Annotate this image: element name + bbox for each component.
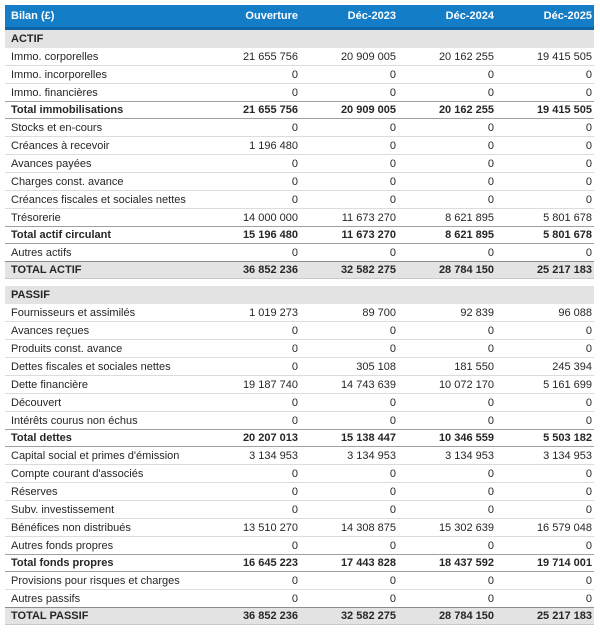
- row-value: 0: [487, 86, 494, 99]
- row-label: Charges const. avance: [11, 175, 124, 188]
- row-label: Subv. investissement: [11, 503, 115, 516]
- header-column-ouverture: Ouverture: [245, 10, 298, 22]
- row-value: 0: [291, 193, 298, 206]
- row-value: 0: [389, 139, 396, 152]
- row-value: 0: [585, 86, 592, 99]
- table-row: [5, 590, 594, 608]
- row-value: 19 714 001: [536, 557, 592, 569]
- row-label: ACTIF: [11, 33, 44, 45]
- row-value: 5 801 678: [543, 211, 592, 224]
- row-value: 19 187 740: [242, 378, 298, 391]
- row-value: 0: [389, 539, 396, 552]
- row-value: 0: [585, 68, 592, 81]
- row-value: 15 138 447: [340, 432, 396, 444]
- row-value: 10 346 559: [438, 432, 494, 444]
- row-value: 0: [389, 121, 396, 134]
- table-row: [5, 66, 594, 84]
- row-value: 0: [585, 414, 592, 427]
- row-value: 19 415 505: [536, 50, 592, 63]
- row-value: 0: [487, 246, 494, 259]
- row-value: 89 700: [362, 306, 396, 319]
- row-value: 32 582 275: [340, 610, 396, 622]
- row-label: Fournisseurs et assimilés: [11, 306, 136, 319]
- table-row: [5, 209, 594, 227]
- row-value: 0: [487, 324, 494, 337]
- row-label: Produits const. avance: [11, 342, 123, 355]
- row-value: 0: [389, 592, 396, 605]
- row-value: 18 437 592: [438, 557, 494, 569]
- row-value: 0: [389, 175, 396, 188]
- row-label: Dettes fiscales et sociales nettes: [11, 360, 171, 373]
- row-value: 0: [291, 175, 298, 188]
- row-value: 0: [585, 467, 592, 480]
- table-row: [5, 137, 594, 155]
- row-value: 16 645 223: [242, 557, 298, 569]
- row-label: Total fonds propres: [11, 557, 114, 569]
- row-value: 0: [291, 396, 298, 409]
- row-value: 14 308 875: [340, 521, 396, 534]
- table-row: [5, 244, 594, 262]
- table-row: [5, 48, 594, 66]
- row-value: 0: [291, 592, 298, 605]
- row-value: 10 072 170: [438, 378, 494, 391]
- row-value: 25 217 183: [536, 264, 592, 276]
- row-value: 0: [389, 193, 396, 206]
- row-value: 3 134 953: [347, 449, 396, 462]
- row-value: 0: [389, 574, 396, 587]
- table-row: [5, 607, 594, 625]
- row-value: 0: [487, 342, 494, 355]
- row-value: 0: [487, 414, 494, 427]
- row-value: 20 909 005: [340, 50, 396, 63]
- row-value: 17 443 828: [340, 557, 396, 569]
- row-label: TOTAL ACTIF: [11, 264, 82, 276]
- row-value: 3 134 953: [249, 449, 298, 462]
- row-label: Autres actifs: [11, 246, 72, 259]
- row-value: 0: [487, 139, 494, 152]
- header-title: Bilan (£): [11, 10, 55, 22]
- row-value: 14 743 639: [340, 378, 396, 391]
- row-label: Autres passifs: [11, 592, 81, 605]
- row-value: 0: [585, 157, 592, 170]
- row-value: 0: [389, 485, 396, 498]
- table-row: [5, 84, 594, 102]
- table-row: [5, 322, 594, 340]
- row-value: 0: [291, 360, 298, 373]
- row-value: 14 000 000: [242, 211, 298, 224]
- table-row: [5, 501, 594, 519]
- row-label: Réserves: [11, 485, 58, 498]
- row-value: 8 621 895: [445, 211, 494, 224]
- table-row: [5, 483, 594, 501]
- row-value: 0: [585, 342, 592, 355]
- row-value: 0: [585, 246, 592, 259]
- table-header-row: [5, 5, 594, 30]
- balance-sheet-table: [5, 5, 594, 625]
- row-value: 0: [487, 503, 494, 516]
- table-row: [5, 572, 594, 590]
- row-value: 0: [487, 574, 494, 587]
- row-value: 0: [291, 574, 298, 587]
- row-label: Intérêts courus non échus: [11, 414, 138, 427]
- row-value: 25 217 183: [536, 610, 592, 622]
- row-label: Dette financière: [11, 378, 89, 391]
- row-label: Créances fiscales et sociales nettes: [11, 193, 186, 206]
- row-label: Stocks et en-cours: [11, 121, 103, 134]
- table-row: [5, 119, 594, 137]
- row-value: 0: [291, 68, 298, 81]
- row-value: 36 852 236: [242, 610, 298, 622]
- row-value: 0: [585, 592, 592, 605]
- row-value: 20 162 255: [438, 50, 494, 63]
- row-label: Bénéfices non distribués: [11, 521, 131, 534]
- row-value: 0: [487, 467, 494, 480]
- table-row: [5, 286, 594, 304]
- row-value: 0: [291, 157, 298, 170]
- table-row: [5, 554, 594, 572]
- table-row: [5, 519, 594, 537]
- row-value: 0: [487, 396, 494, 409]
- row-value: 0: [487, 157, 494, 170]
- row-value: 1 196 480: [249, 139, 298, 152]
- row-value: 20 909 005: [340, 104, 396, 116]
- row-value: 15 196 480: [242, 229, 298, 241]
- row-value: 20 162 255: [438, 104, 494, 116]
- row-value: 92 839: [460, 306, 494, 319]
- table-row: [5, 340, 594, 358]
- row-label: Total actif circulant: [11, 229, 112, 241]
- row-value: 1 019 273: [249, 306, 298, 319]
- row-value: 0: [487, 539, 494, 552]
- row-value: 181 550: [454, 360, 494, 373]
- table-row: [5, 101, 594, 119]
- row-value: 0: [487, 592, 494, 605]
- row-label: TOTAL PASSIF: [11, 610, 89, 622]
- row-value: 0: [389, 467, 396, 480]
- table-body: [5, 30, 594, 625]
- table-row: [5, 279, 594, 286]
- row-value: 0: [291, 503, 298, 516]
- row-value: 20 207 013: [242, 432, 298, 444]
- row-value: 0: [585, 574, 592, 587]
- row-value: 0: [585, 485, 592, 498]
- table-row: [5, 465, 594, 483]
- row-value: 3 134 953: [543, 449, 592, 462]
- row-value: 36 852 236: [242, 264, 298, 276]
- table-row: [5, 429, 594, 447]
- row-label: Provisions pour risques et charges: [11, 574, 180, 587]
- table-row: [5, 226, 594, 244]
- row-value: 5 801 678: [543, 229, 592, 241]
- row-label: Créances à recevoir: [11, 139, 110, 152]
- table-row: [5, 537, 594, 555]
- table-row: [5, 155, 594, 173]
- row-value: 0: [291, 86, 298, 99]
- table-row: [5, 304, 594, 322]
- row-value: 21 655 756: [242, 104, 298, 116]
- row-value: 21 655 756: [242, 50, 298, 63]
- row-value: 0: [487, 485, 494, 498]
- row-value: 0: [389, 414, 396, 427]
- row-value: 0: [585, 121, 592, 134]
- row-value: 5 503 182: [543, 432, 592, 444]
- row-value: 0: [487, 121, 494, 134]
- row-value: 0: [389, 157, 396, 170]
- row-value: 0: [585, 139, 592, 152]
- table-row: [5, 358, 594, 376]
- table-row: [5, 191, 594, 209]
- row-value: 0: [585, 175, 592, 188]
- row-value: 305 108: [356, 360, 396, 373]
- table-row: [5, 394, 594, 412]
- row-label: Avances payées: [11, 157, 92, 170]
- row-value: 96 088: [558, 306, 592, 319]
- row-value: 0: [389, 246, 396, 259]
- row-value: 32 582 275: [340, 264, 396, 276]
- row-label: Capital social et primes d'émission: [11, 449, 180, 462]
- row-value: 0: [585, 539, 592, 552]
- row-label: Avances reçues: [11, 324, 90, 337]
- row-value: 0: [291, 485, 298, 498]
- row-label: Compte courant d'associés: [11, 467, 144, 480]
- row-value: 0: [487, 68, 494, 81]
- row-label: Découvert: [11, 396, 62, 409]
- row-value: 0: [585, 324, 592, 337]
- row-label: Immo. corporelles: [11, 50, 99, 63]
- row-value: 245 394: [552, 360, 592, 373]
- row-value: 0: [291, 467, 298, 480]
- row-value: 0: [389, 342, 396, 355]
- row-value: 0: [389, 324, 396, 337]
- row-value: 0: [389, 503, 396, 516]
- row-label: Total immobilisations: [11, 104, 124, 116]
- header-column-dec-2025: Déc-2025: [543, 10, 592, 22]
- row-value: 0: [487, 193, 494, 206]
- row-value: 0: [291, 539, 298, 552]
- row-value: 0: [585, 193, 592, 206]
- row-value: 28 784 150: [438, 264, 494, 276]
- row-value: 0: [389, 86, 396, 99]
- table-row: [5, 412, 594, 430]
- row-value: 0: [389, 68, 396, 81]
- row-value: 13 510 270: [242, 521, 298, 534]
- row-value: 0: [291, 121, 298, 134]
- row-value: 8 621 895: [445, 229, 494, 241]
- header-column-dec-2024: Déc-2024: [445, 10, 494, 22]
- row-value: 0: [487, 175, 494, 188]
- table-row: [5, 173, 594, 191]
- row-value: 15 302 639: [438, 521, 494, 534]
- header-column-dec-2023: Déc-2023: [347, 10, 396, 22]
- table-row: [5, 30, 594, 48]
- row-label: Trésorerie: [11, 211, 61, 224]
- row-value: 0: [291, 246, 298, 259]
- table-row: [5, 376, 594, 394]
- row-value: 0: [291, 342, 298, 355]
- row-value: 11 673 270: [341, 229, 396, 241]
- row-label: Total dettes: [11, 432, 72, 444]
- row-value: 28 784 150: [438, 610, 494, 622]
- row-value: 0: [585, 503, 592, 516]
- row-label: Autres fonds propres: [11, 539, 114, 552]
- row-value: 16 579 048: [536, 521, 592, 534]
- row-value: 5 161 699: [543, 378, 592, 391]
- row-value: 19 415 505: [536, 104, 592, 116]
- row-value: 0: [291, 414, 298, 427]
- row-value: 0: [389, 396, 396, 409]
- row-value: 0: [585, 396, 592, 409]
- row-value: 3 134 953: [445, 449, 494, 462]
- row-label: Immo. incorporelles: [11, 68, 107, 81]
- row-value: 11 673 270: [341, 211, 396, 224]
- row-label: PASSIF: [11, 289, 50, 301]
- row-value: 0: [291, 324, 298, 337]
- table-row: [5, 447, 594, 465]
- row-label: Immo. financières: [11, 86, 98, 99]
- table-row: [5, 261, 594, 279]
